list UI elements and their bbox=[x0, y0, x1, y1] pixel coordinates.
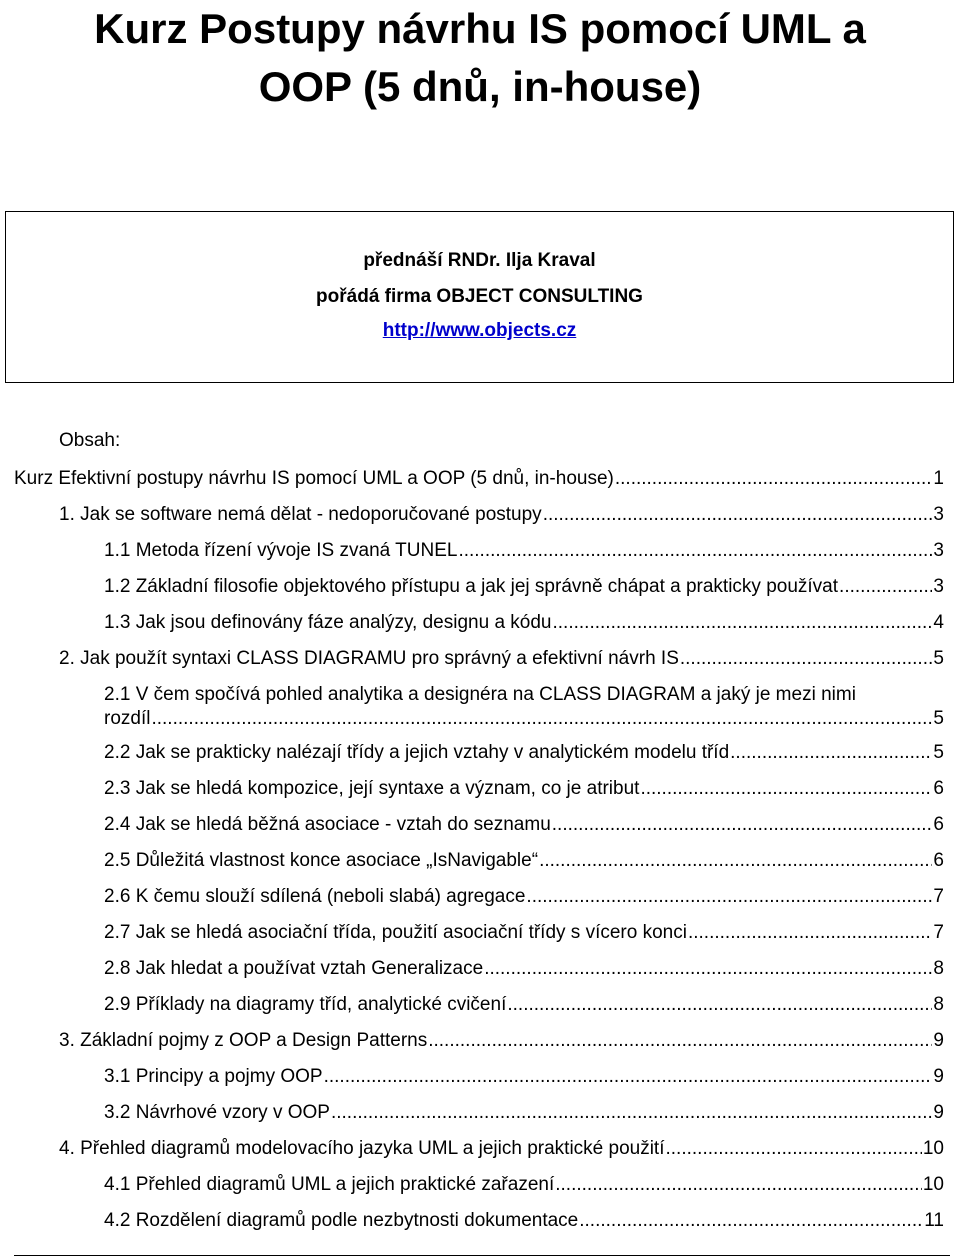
toc-page-number: 3 bbox=[933, 504, 944, 525]
toc-page-number: 8 bbox=[933, 958, 944, 979]
toc-heading: Obsah: bbox=[59, 430, 121, 451]
toc-entry[interactable] bbox=[59, 503, 944, 527]
toc-page-number: 11 bbox=[924, 1210, 944, 1231]
toc-dot-leader bbox=[458, 539, 932, 563]
toc-page-number: 7 bbox=[933, 922, 944, 943]
toc-entry-text: 2.3 Jak se hledá kompozice, její syntaxe a význam, co je atribut bbox=[104, 778, 640, 799]
toc-entry-text: 2. Jak použít syntaxi CLASS DIAGRAMU pro správný a efektivní návrh IS bbox=[59, 648, 679, 669]
toc-entry[interactable] bbox=[104, 957, 944, 981]
toc-entry[interactable] bbox=[104, 1209, 944, 1233]
toc-dot-leader bbox=[579, 1209, 923, 1233]
toc-entry[interactable] bbox=[104, 849, 944, 873]
toc-entry-text: 2.6 K čemu slouží sdílená (neboli slabá) agregace bbox=[104, 886, 526, 907]
toc-dot-leader bbox=[331, 1101, 932, 1125]
toc-page-number: 8 bbox=[933, 994, 944, 1015]
toc-entry[interactable] bbox=[104, 777, 944, 801]
toc-dot-leader bbox=[615, 467, 933, 491]
toc-dot-leader bbox=[539, 849, 932, 873]
toc-page-number: 5 bbox=[933, 648, 944, 669]
title-line-2: OOP (5 dnů, in-house) bbox=[258, 63, 702, 110]
toc-entry[interactable] bbox=[59, 1137, 944, 1161]
toc-dot-leader bbox=[839, 575, 932, 599]
toc-dot-leader bbox=[680, 647, 933, 671]
toc-entry-text: 3.2 Návrhové vzory v OOP bbox=[104, 1102, 330, 1123]
toc-entry-text: 1. Jak se software nemá dělat - nedoporučované postupy bbox=[59, 504, 542, 525]
toc-page-number: 5 bbox=[933, 708, 944, 729]
toc-entry[interactable] bbox=[104, 813, 944, 837]
toc-entry[interactable] bbox=[104, 993, 944, 1017]
toc-dot-leader bbox=[552, 813, 933, 837]
toc-page-number: 10 bbox=[922, 1138, 944, 1159]
toc-entry-text: 2.5 Důležitá vlastnost konce asociace „IsNavigable“ bbox=[104, 850, 539, 871]
toc-page-number: 7 bbox=[933, 886, 944, 907]
toc-entry[interactable] bbox=[59, 647, 944, 671]
toc-entry[interactable] bbox=[104, 1101, 944, 1125]
course-info-box bbox=[5, 211, 954, 383]
toc-dot-leader bbox=[543, 503, 933, 527]
toc-entry-text: 4.2 Rozdělení diagramů podle nezbytnosti dokumentace bbox=[104, 1210, 579, 1231]
footer-rule bbox=[14, 1255, 950, 1256]
toc-dot-leader bbox=[324, 1065, 933, 1089]
toc-dot-leader bbox=[526, 885, 932, 909]
toc-dot-leader bbox=[555, 1173, 922, 1197]
lecturer-text: přednáší RNDr. Ilja Kraval bbox=[363, 250, 596, 271]
toc-entry[interactable] bbox=[104, 921, 944, 945]
toc-entry[interactable] bbox=[59, 1029, 944, 1053]
toc-entry[interactable] bbox=[104, 611, 944, 635]
toc-entry-text: 2.7 Jak se hledá asociační třída, použití asociační třídy s vícero konci bbox=[104, 922, 687, 943]
toc-page-number: 3 bbox=[933, 576, 944, 597]
toc-page-number: 5 bbox=[933, 742, 944, 763]
toc-entry[interactable] bbox=[104, 885, 944, 909]
organizer-text: pořádá firma OBJECT CONSULTING bbox=[316, 286, 643, 307]
toc-page-number: 3 bbox=[933, 540, 944, 561]
toc-page-number: 6 bbox=[933, 778, 944, 799]
toc-entry-text: 2.1 V čem spočívá pohled analytika a designéra na CLASS DIAGRAM a jaký je mezi nimi bbox=[104, 684, 856, 705]
toc-page-number: 9 bbox=[933, 1066, 944, 1087]
toc-entry-text: 1.3 Jak jsou definovány fáze analýzy, designu a kódu bbox=[104, 612, 552, 633]
toc-entry[interactable] bbox=[104, 1065, 944, 1089]
website-link[interactable]: http://www.objects.cz bbox=[382, 320, 577, 341]
toc-dot-leader bbox=[688, 921, 932, 945]
toc-dot-leader bbox=[484, 957, 932, 981]
toc-dot-leader bbox=[428, 1029, 932, 1053]
toc-entry-text: 1.1 Metoda řízení vývoje IS zvaná TUNEL bbox=[104, 540, 458, 561]
toc-entry[interactable] bbox=[104, 741, 944, 765]
toc-page-number: 6 bbox=[933, 850, 944, 871]
toc-entry[interactable] bbox=[104, 539, 944, 563]
toc-dot-leader bbox=[640, 777, 932, 801]
toc-page-number: 9 bbox=[933, 1102, 944, 1123]
toc-entry-text-continued: rozdíl bbox=[104, 708, 151, 729]
toc-entry[interactable] bbox=[104, 1173, 944, 1197]
toc-page-number: 1 bbox=[933, 468, 944, 489]
toc-dot-leader bbox=[507, 993, 932, 1017]
toc-dot-leader bbox=[151, 707, 932, 731]
toc-page-number: 10 bbox=[922, 1174, 944, 1195]
toc-dot-leader bbox=[730, 741, 932, 765]
toc-entry-text: 4. Přehled diagramů modelovacího jazyka UML a jejich praktické použití bbox=[59, 1138, 665, 1159]
toc-entry[interactable] bbox=[104, 575, 944, 599]
toc-entry-text: 2.2 Jak se prakticky nalézají třídy a jejich vztahy v analytickém modelu tříd bbox=[104, 742, 730, 763]
toc-entry-text: 3. Základní pojmy z OOP a Design Patterns bbox=[59, 1030, 428, 1051]
toc-entry-text: 1.2 Základní filosofie objektového přístupu a jak jej správně chápat a prakticky používat bbox=[104, 576, 839, 597]
toc-entry-text: 4.1 Přehled diagramů UML a jejich praktické zařazení bbox=[104, 1174, 555, 1195]
toc-entry[interactable] bbox=[104, 683, 944, 731]
toc-page-number: 4 bbox=[933, 612, 944, 633]
toc-page-number: 6 bbox=[933, 814, 944, 835]
toc-entry-text: 2.9 Příklady na diagramy tříd, analytické cvičení bbox=[104, 994, 507, 1015]
toc-entry[interactable] bbox=[14, 467, 944, 491]
toc-entry-text: 2.8 Jak hledat a používat vztah Generalizace bbox=[104, 958, 484, 979]
toc-entry-text: 2.4 Jak se hledá běžná asociace - vztah do seznamu bbox=[104, 814, 551, 835]
toc-page-number: 9 bbox=[933, 1030, 944, 1051]
toc-entry-text: 3.1 Principy a pojmy OOP bbox=[104, 1066, 323, 1087]
toc-dot-leader bbox=[553, 611, 933, 635]
toc-dot-leader bbox=[666, 1137, 922, 1161]
toc-entry-text: Kurz Efektivní postupy návrhu IS pomocí UML a OOP (5 dnů, in-house) bbox=[14, 468, 614, 489]
title-line-1: Kurz Postupy návrhu IS pomocí UML a bbox=[94, 5, 866, 52]
document-title bbox=[0, 0, 960, 116]
